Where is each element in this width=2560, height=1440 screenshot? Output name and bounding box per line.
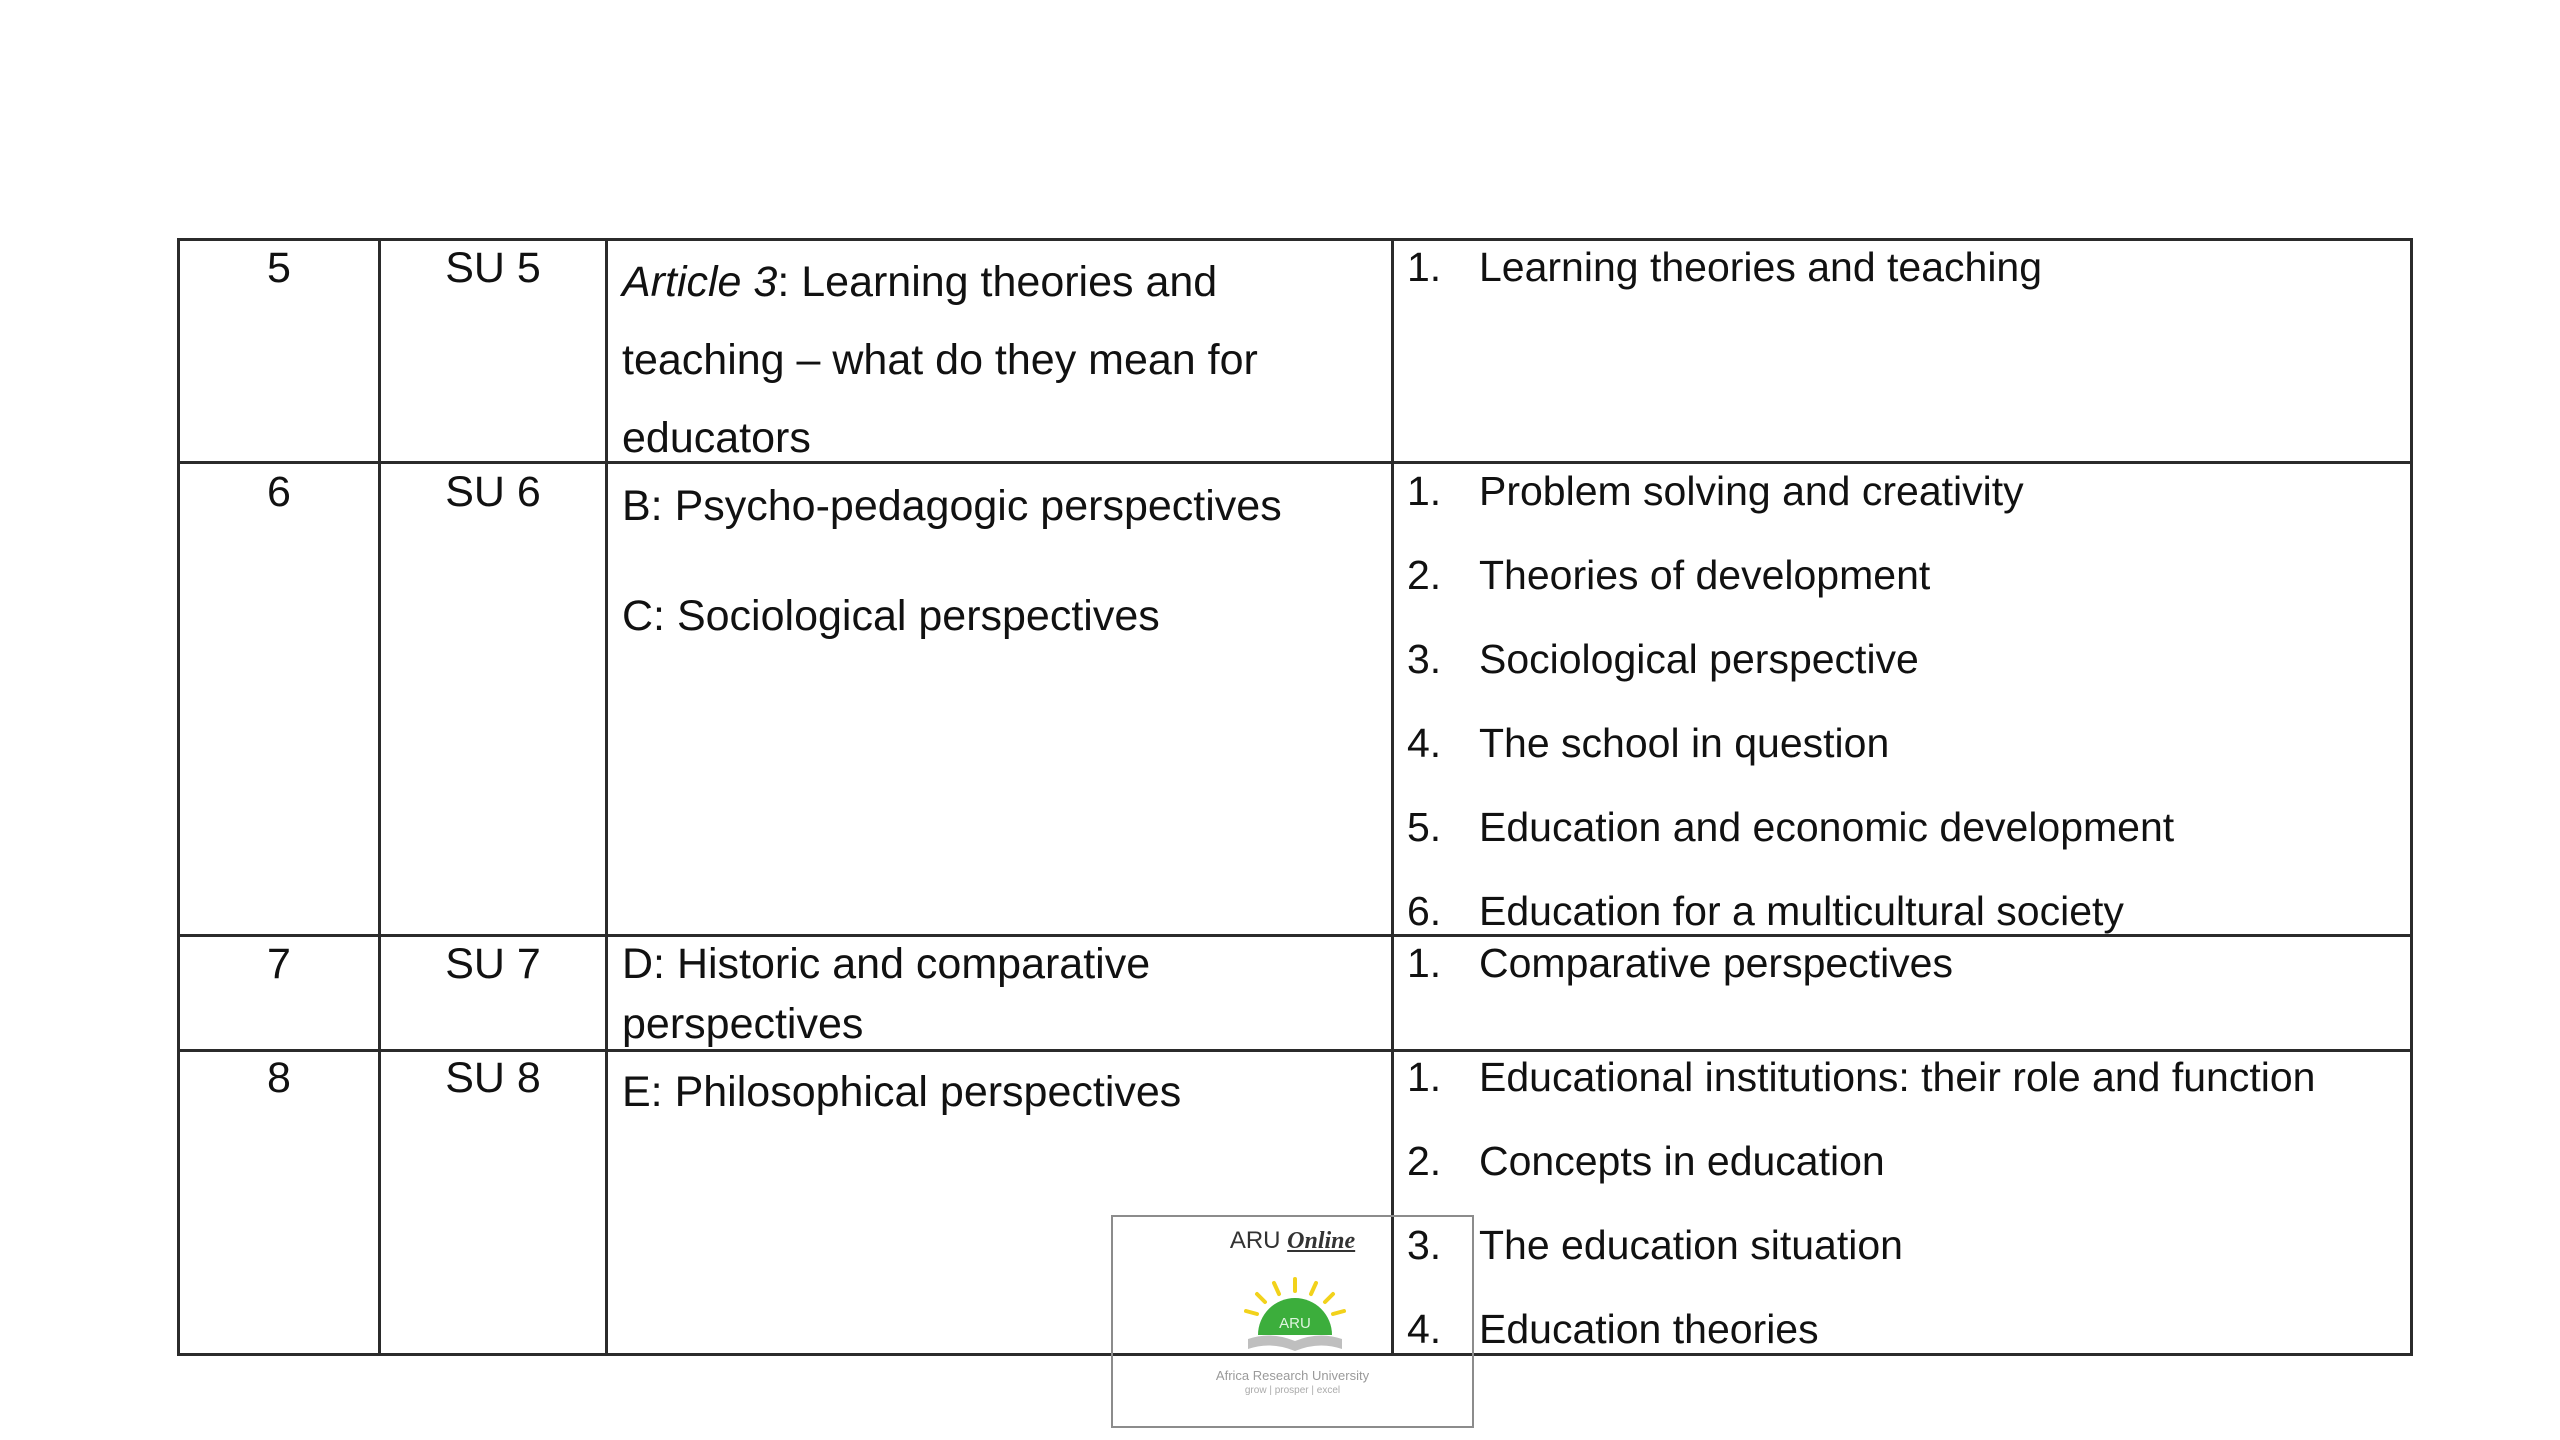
topic-line: educators <box>622 414 811 462</box>
row-divider <box>177 461 2413 464</box>
list-label: The education situation <box>1479 1222 1903 1268</box>
list-number: 2. <box>1407 552 1442 598</box>
watermark-university-name: Africa Research University <box>1215 1368 1370 1383</box>
topic-line: teaching – what do they mean for <box>622 336 1258 384</box>
list-label: Educational institutions: their role and function <box>1479 1054 2316 1100</box>
week-number: 5 <box>267 244 291 292</box>
logo-text: ARU <box>1279 1315 1311 1332</box>
list-label: Concepts in education <box>1479 1138 1885 1184</box>
column-divider <box>605 238 608 1356</box>
list-number: 4. <box>1407 720 1442 766</box>
column-divider <box>378 238 381 1356</box>
list-label: Education theories <box>1479 1306 1819 1352</box>
list-label: The school in question <box>1479 720 1890 766</box>
topic-line: : Learning theories and <box>777 258 1218 306</box>
list-number: 3. <box>1407 1222 1442 1268</box>
list-label: Sociological perspective <box>1479 636 1919 682</box>
aru-online-watermark <box>1111 1215 1474 1428</box>
column-divider <box>1391 238 1394 1356</box>
list-label: Theories of development <box>1479 552 1931 598</box>
list-number: 1. <box>1407 940 1442 986</box>
list-number: 6. <box>1407 888 1442 934</box>
week-number: 8 <box>267 1054 291 1102</box>
list-number: 2. <box>1407 1138 1442 1184</box>
study-unit: SU 8 <box>445 1054 541 1102</box>
syllabus-table <box>177 238 2413 1356</box>
topic-line: C: Sociological perspectives <box>622 592 1160 640</box>
study-unit: SU 7 <box>445 940 541 988</box>
list-number: 1. <box>1407 468 1442 514</box>
week-number: 6 <box>267 468 291 516</box>
topic-line: perspectives <box>622 1000 864 1048</box>
list-label: Problem solving and creativity <box>1479 468 2024 514</box>
list-label: Education for a multicultural society <box>1479 888 2124 934</box>
topic-line: D: Historic and comparative <box>622 940 1151 988</box>
row-divider <box>177 1049 2413 1052</box>
watermark-brand-prefix: ARU <box>1229 1227 1281 1254</box>
week-number: 7 <box>267 940 291 988</box>
list-number: 1. <box>1407 244 1442 290</box>
list-label: Education and economic development <box>1479 804 2175 850</box>
topic-line: E: Philosophical perspectives <box>622 1068 1182 1116</box>
topic-text <box>622 258 1217 307</box>
watermark-tagline: grow | prosper | excel <box>1244 1385 1341 1396</box>
list-number: 5. <box>1407 804 1442 850</box>
study-unit: SU 5 <box>445 244 541 292</box>
topic-line: B: Psycho-pedagogic perspectives <box>622 482 1282 530</box>
study-unit: SU 6 <box>445 468 541 516</box>
list-label: Learning theories and teaching <box>1479 244 2043 290</box>
list-number: 3. <box>1407 636 1442 682</box>
watermark-brand-suffix: Online <box>1287 1228 1356 1254</box>
aru-logo-icon <box>1230 1273 1360 1363</box>
list-number: 1. <box>1407 1054 1442 1100</box>
list-number: 4. <box>1407 1306 1442 1352</box>
list-label: Comparative perspectives <box>1479 940 1953 986</box>
watermark-brand <box>1113 1227 1472 1255</box>
topic-italic-prefix: Article 3 <box>622 258 778 306</box>
